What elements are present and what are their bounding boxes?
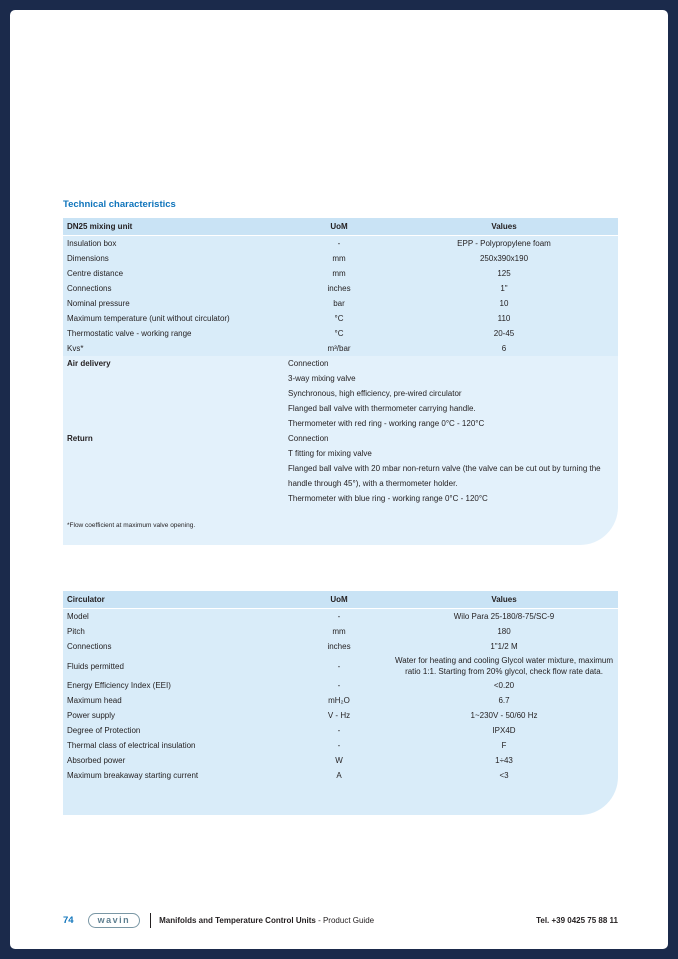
page-footer bbox=[63, 913, 618, 928]
mixing-table-header-row bbox=[63, 218, 618, 236]
row-uom: - bbox=[337, 661, 341, 671]
row-label: Maximum head bbox=[67, 696, 122, 705]
row-label: Connections bbox=[67, 284, 112, 293]
footnote: *Flow coefficient at maximum valve opening. bbox=[67, 522, 196, 529]
section-lines bbox=[288, 356, 618, 431]
row-uom: mm bbox=[332, 269, 346, 278]
row-label: Maximum breakaway starting current bbox=[67, 771, 199, 780]
table-row bbox=[63, 624, 618, 639]
table-row bbox=[63, 311, 618, 326]
doc-title-group bbox=[159, 916, 374, 925]
row-label: Kvs* bbox=[67, 344, 84, 353]
table-row bbox=[63, 708, 618, 723]
row-label: Pitch bbox=[67, 627, 85, 636]
row-label: Degree of Protection bbox=[67, 726, 141, 735]
row-uom: - bbox=[337, 741, 341, 750]
row-uom: mH₂O bbox=[328, 696, 350, 705]
row-value: 1"1/2 M bbox=[490, 642, 518, 651]
row-value: EPP - Polypropylene foam bbox=[457, 239, 551, 248]
circulator-table-body bbox=[63, 609, 618, 783]
table-row bbox=[63, 639, 618, 654]
row-label: Thermostatic valve - working range bbox=[67, 329, 192, 338]
column-header-name: Circulator bbox=[67, 595, 105, 604]
table-row bbox=[63, 678, 618, 693]
row-value: 250x390x190 bbox=[479, 254, 529, 263]
section-line: Flanged ball valve with 20 mbar non-return valve (the valve can be cut out by turning the handle through 45°), with a thermometer holder. bbox=[288, 464, 601, 488]
row-value: 10 bbox=[499, 299, 509, 308]
page-number: 74 bbox=[63, 915, 74, 926]
table-row bbox=[63, 753, 618, 768]
doc-title: Manifolds and Temperature Control Units bbox=[159, 916, 316, 925]
row-value: Wilo Para 25-180/8-75/SC-9 bbox=[453, 612, 555, 621]
section-line: Connection bbox=[288, 434, 329, 443]
row-value: 180 bbox=[497, 627, 511, 636]
row-uom: - bbox=[337, 681, 341, 690]
row-uom: °C bbox=[334, 314, 344, 323]
column-header-uom: UoM bbox=[330, 595, 348, 604]
table-row bbox=[63, 341, 618, 356]
doc-subtitle: - Product Guide bbox=[318, 916, 375, 925]
row-uom: mm bbox=[332, 254, 346, 263]
row-value: 20-45 bbox=[493, 329, 515, 338]
row-label: Thermal class of electrical insulation bbox=[67, 741, 196, 750]
row-value: 6.7 bbox=[498, 696, 510, 705]
table-row bbox=[63, 281, 618, 296]
column-header-values: Values bbox=[491, 222, 517, 231]
row-uom: °C bbox=[334, 329, 344, 338]
table-row bbox=[63, 723, 618, 738]
circulator-table-header-row bbox=[63, 591, 618, 609]
column-header-values: Values bbox=[491, 595, 517, 604]
row-label: Connections bbox=[67, 642, 112, 651]
mixing-table-body bbox=[63, 236, 618, 356]
table-row bbox=[63, 296, 618, 311]
row-label: Nominal pressure bbox=[67, 299, 130, 308]
row-uom: - bbox=[337, 612, 341, 621]
row-label: Maximum temperature (unit without circulator) bbox=[67, 314, 230, 323]
footer-divider bbox=[150, 913, 151, 928]
row-value: 1÷43 bbox=[495, 756, 513, 765]
document-page bbox=[10, 10, 668, 949]
row-value: 1" bbox=[500, 284, 508, 293]
section-line: Flanged ball valve with thermometer carrying handle. bbox=[288, 404, 476, 413]
page-title: Technical characteristics bbox=[63, 199, 176, 210]
page-content bbox=[10, 10, 668, 815]
section-return bbox=[63, 431, 618, 506]
table-row bbox=[63, 654, 618, 678]
row-label: Energy Efficiency Index (EEI) bbox=[67, 681, 171, 690]
table-row bbox=[63, 738, 618, 753]
row-value: <3 bbox=[499, 771, 509, 780]
row-value: 6 bbox=[501, 344, 507, 353]
section-lines bbox=[288, 431, 618, 506]
wavin-logo: wavin bbox=[88, 913, 141, 928]
table-row bbox=[63, 266, 618, 281]
row-uom: - bbox=[337, 239, 341, 248]
table-row bbox=[63, 768, 618, 783]
row-uom: - bbox=[337, 726, 341, 735]
circulator-table bbox=[63, 591, 618, 815]
footer-phone: Tel. +39 0425 75 88 11 bbox=[536, 916, 618, 925]
row-value: F bbox=[501, 741, 507, 750]
row-uom: m³/bar bbox=[327, 344, 351, 353]
table-row bbox=[63, 326, 618, 341]
column-header-name: DN25 mixing unit bbox=[67, 222, 133, 231]
row-uom: inches bbox=[327, 284, 351, 293]
row-uom: V - Hz bbox=[327, 711, 351, 720]
row-label: Absorbed power bbox=[67, 756, 126, 765]
row-uom: W bbox=[335, 756, 343, 765]
row-label: Fluids permitted bbox=[67, 661, 124, 671]
section-line: Thermometer with red ring - working range 0°C - 120°C bbox=[288, 419, 485, 428]
table-row bbox=[63, 251, 618, 266]
section-air-delivery bbox=[63, 356, 618, 431]
table-row bbox=[63, 236, 618, 251]
section-label: Air delivery bbox=[67, 359, 111, 368]
row-label: Dimensions bbox=[67, 254, 109, 263]
row-uom: A bbox=[336, 771, 342, 780]
row-value: 110 bbox=[497, 314, 511, 323]
row-value: IPX4D bbox=[492, 726, 516, 735]
row-uom: mm bbox=[332, 627, 346, 636]
section-line: T fitting for mixing valve bbox=[288, 449, 372, 458]
column-header-uom: UoM bbox=[330, 222, 348, 231]
row-uom: bar bbox=[333, 299, 345, 308]
table-row bbox=[63, 609, 618, 624]
row-value: 125 bbox=[497, 269, 511, 278]
section-line: Thermometer with blue ring - working range 0°C - 120°C bbox=[288, 494, 488, 503]
row-uom: inches bbox=[327, 642, 351, 651]
table-row bbox=[63, 693, 618, 708]
row-value: Water for heating and cooling Glycol water mixture, maximum ratio 1:1. Starting from 20% glycol, check flow rate data. bbox=[394, 656, 613, 676]
section-line: Connection bbox=[288, 359, 329, 368]
row-value: 1~230V - 50/60 Hz bbox=[470, 711, 538, 720]
row-value: <0.20 bbox=[493, 681, 515, 690]
row-label: Model bbox=[67, 612, 89, 621]
row-label: Insulation box bbox=[67, 239, 117, 248]
row-label: Power supply bbox=[67, 711, 116, 720]
section-line: Synchronous, high efficiency, pre-wired circulator bbox=[288, 389, 462, 398]
section-label: Return bbox=[67, 434, 93, 443]
section-line: 3-way mixing valve bbox=[288, 374, 356, 383]
row-label: Centre distance bbox=[67, 269, 124, 278]
mixing-unit-table bbox=[63, 218, 618, 545]
